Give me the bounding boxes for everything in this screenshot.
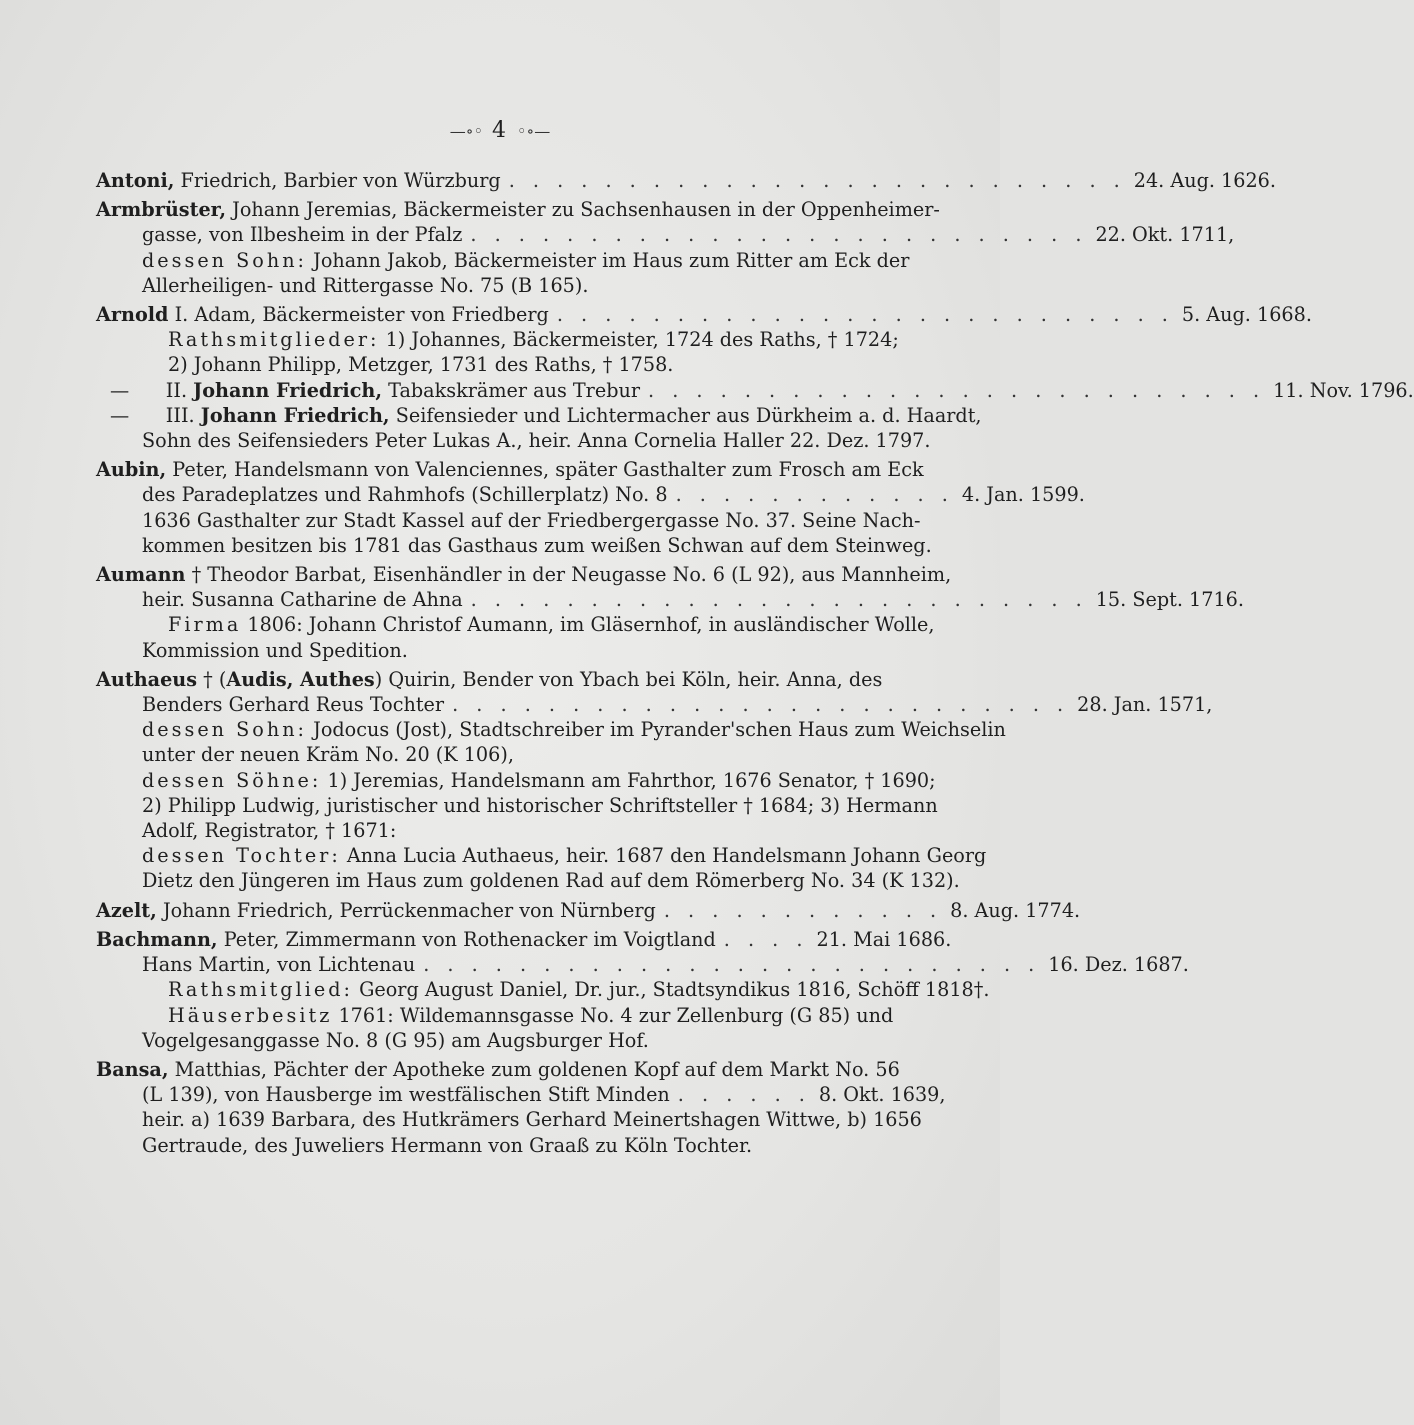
roman-numeral: III. (165, 403, 195, 427)
leader-dots: . . . . . . . . . . . . . . . . . . . . . . . . . . (423, 953, 1041, 977)
entry-text: Benders Gerhard Reus Tochter (142, 693, 445, 717)
alternate-names: Audis, Authes (226, 667, 375, 691)
entry-text: Vogelgesanggasse No. 8 (G 95) am Augsburger Hof. (142, 1028, 649, 1052)
entry-text: Allerheiligen- und Rittergasse No. 75 (B 165). (142, 273, 589, 297)
dash-mark: — (110, 403, 130, 427)
roman-numeral: I. (174, 303, 189, 327)
entry-azelt (96, 898, 1081, 923)
leader-dots: . . . . . . . . . . . . . . . . . . . . . . . . . . (556, 303, 1174, 327)
entry-text: 2) Johann Philipp, Metzger, 1731 des Raths, † 1758. (168, 353, 674, 377)
ornament-left: —∘◦ (449, 121, 483, 141)
entry-line (96, 717, 1006, 742)
entry-text: gasse, von Ilbesheim in der Pfalz (142, 223, 463, 247)
leader-dots: . . . . (723, 927, 809, 951)
entry-authaeus (96, 667, 1213, 894)
ornament-right: ◦∘— (517, 121, 551, 141)
entry-line (96, 403, 982, 428)
entry-bansa (96, 1057, 946, 1158)
leader-dots: . . . . . . . . . . . . (663, 898, 943, 922)
entry-text: (L 139), von Hausberge im westfälischen Stift Minden (142, 1083, 670, 1107)
entry-text: Adolf, Registrator, † 1671: (142, 819, 397, 843)
entry-date: 28. Jan. 1571, (1077, 693, 1213, 717)
entry-text: Sohn des Seifensieders Peter Lukas A., heir. Anna Cornelia Haller 22. Dez. 1797. (142, 429, 931, 453)
entry-line (96, 843, 987, 868)
entry-line (96, 768, 936, 793)
entry-line (96, 562, 952, 587)
entry-line (96, 977, 990, 1002)
relation-label: dessen Söhne: (142, 768, 322, 792)
entry-line (96, 457, 922, 482)
entry-date: 8. Aug. 1774. (950, 898, 1081, 922)
alt-prefix: † ( (203, 667, 227, 691)
surname: Armbrüster, (96, 198, 227, 222)
entry-text: 1636 Gasthalter zur Stadt Kassel auf der Friedbergergasse No. 37. Seine Nach- (142, 508, 921, 532)
entry-text: Gertraude, des Juweliers Hermann von Graaß zu Köln Tochter. (142, 1133, 753, 1157)
entry-line (96, 1057, 922, 1082)
surname: Antoni, (96, 169, 175, 192)
entry-aubin (96, 457, 1085, 558)
entry-date: 11. Nov. 1796. (1273, 378, 1414, 402)
leader-dots: . . . . . . . . . . . . . . . . . . . . . . . . . . (508, 169, 1126, 192)
surname: Bansa, (96, 1057, 169, 1081)
entry-text: Georg August Daniel, Dr. jur., Stadtsyndikus 1816, Schöff 1818†. (359, 978, 990, 1002)
surname: Aumann (96, 563, 186, 587)
leader-dots: . . . . . . . . . . . . . . . . . . . . . . . . . . (452, 693, 1070, 717)
entry-text: 1806: Johann Christof Aumann, im Gläsernhof, in ausländischer Wolle, (247, 613, 935, 637)
entry-date: 5. Aug. 1668. (1181, 303, 1312, 327)
entry-text: † Theodor Barbat, Eisenhändler in der Neugasse No. 6 (L 92), aus Mannheim, (191, 563, 952, 587)
entry-text: Johann Jeremias, Bäckermeister zu Sachsenhausen in der Oppenheimer- (232, 198, 940, 222)
leader-dots: . . . . . . . . . . . . . . . . . . . . . . . . . . (470, 588, 1088, 612)
entry-text: 2) Philipp Ludwig, juristischer und historischer Schriftsteller † 1684; 3) Hermann (142, 793, 938, 817)
entry-line (96, 378, 1414, 403)
entry-text: Quirin, Bender von Ybach bei Köln, heir. Anna, des (388, 667, 883, 691)
entry-text: Jodocus (Jost), Stadtschreiber im Pyrander'schen Haus zum Weichselin (313, 718, 1006, 742)
entry-text: Peter, Handelsmann von Valenciennes, später Gasthalter zum Frosch am Eck (172, 458, 924, 482)
entry-date: 4. Jan. 1599. (961, 483, 1085, 507)
entry-line (96, 952, 1189, 977)
entry-text: Johann Jakob, Bäckermeister im Haus zum Ritter am Eck der (313, 248, 910, 272)
leader-dots: . . . . . . (677, 1083, 811, 1107)
page-header (0, 118, 1000, 143)
entry-line (96, 168, 1276, 193)
entry-text: Friedrich, Barbier von Würzburg (180, 169, 501, 192)
given-name: Johann Friedrich, (193, 378, 383, 402)
entry-date: 22. Okt. 1711, (1095, 223, 1235, 247)
entry-line (96, 692, 1213, 717)
entry-text: kommen besitzen bis 1781 das Gasthaus zum weißen Schwan auf dem Steinweg. (142, 533, 932, 557)
entry-text: heir. a) 1639 Barbara, des Hutkrämers Gerhard Meinertshagen Wittwe, b) 1656 (142, 1108, 922, 1132)
entry-text: heir. Susanna Catharine de Ahna (142, 588, 463, 612)
relation-label: dessen Sohn: (142, 248, 308, 272)
entry-text: Hans Martin, von Lichtenau (142, 953, 416, 977)
relation-label: Rathsmitglied: (168, 978, 353, 1002)
entry-line (96, 1003, 922, 1028)
entry-armbruester (96, 197, 1235, 298)
page-number: 4 (492, 118, 508, 143)
leader-dots: . . . . . . . . . . . . . . . . . . . . . . . . . . (470, 223, 1088, 247)
entry-line (96, 927, 952, 952)
surname: Arnold (96, 303, 169, 327)
entry-date: 8. Okt. 1639, (818, 1083, 946, 1107)
entry-text: Johann Friedrich, Perrückenmacher von Nürnberg (162, 898, 656, 922)
entry-text: 1) Johannes, Bäckermeister, 1724 des Raths, † 1724; (385, 328, 899, 352)
entry-line (96, 898, 1081, 923)
entry-line (96, 587, 1244, 612)
roman-numeral: II. (165, 378, 188, 402)
entry-line (96, 248, 922, 273)
surname: Aubin, (96, 458, 167, 482)
entry-text: Peter, Zimmermann von Rothenacker im Voigtland (223, 927, 716, 951)
entry-date: 21. Mai 1686. (816, 927, 952, 951)
entry-text: Matthias, Pächter der Apotheke zum goldenen Kopf auf dem Markt No. 56 (174, 1057, 900, 1081)
entry-arnold (96, 302, 1414, 453)
relation-label: dessen Sohn: (142, 718, 308, 742)
entry-line (96, 667, 922, 692)
relation-label: dessen Tochter: (142, 844, 341, 868)
entry-text: Seifensieder und Lichtermacher aus Dürkheim a. d. Haardt, (395, 403, 982, 427)
entry-date: 24. Aug. 1626. (1133, 169, 1276, 192)
entry-text: Adam, Bäckermeister von Friedberg (194, 303, 549, 327)
entry-text: 1) Jeremias, Handelsmann am Fahrthor, 1676 Senator, † 1690; (327, 768, 936, 792)
entry-text: Kommission und Spedition. (142, 638, 408, 662)
alt-suffix: ) (374, 667, 383, 691)
dash-mark: — (110, 378, 130, 402)
surname: Azelt, (96, 898, 157, 922)
entry-line (96, 327, 922, 352)
surname: Authaeus (96, 667, 198, 691)
relation-label: Firma (168, 613, 242, 637)
entry-line (96, 612, 935, 637)
entry-date: 16. Dez. 1687. (1048, 953, 1189, 977)
entry-aumann (96, 562, 1244, 663)
leader-dots: . . . . . . . . . . . . (675, 483, 954, 507)
relation-label: Häuserbesitz (168, 1003, 333, 1027)
entry-line (96, 302, 1312, 327)
entry-line (96, 197, 940, 222)
register-entries (96, 168, 1414, 1162)
entry-text: Anna Lucia Authaeus, heir. 1687 den Handelsmann Johann Georg (346, 844, 987, 868)
entry-line (96, 482, 1085, 507)
entry-line (96, 1082, 946, 1107)
entry-date: 15. Sept. 1716. (1095, 588, 1244, 612)
entry-text: unter der neuen Kräm No. 20 (K 106), (142, 743, 514, 767)
surname: Bachmann, (96, 927, 218, 951)
entry-bachmann (96, 927, 1189, 1053)
entry-text: Tabakskrämer aus Trebur (388, 378, 641, 402)
entry-line (96, 222, 1235, 247)
entry-antoni (96, 168, 1276, 193)
entry-text: Dietz den Jüngeren im Haus zum goldenen Rad auf dem Römerberg No. 34 (K 132). (142, 869, 960, 893)
entry-text: des Paradeplatzes und Rahmhofs (Schillerplatz) No. 8 (142, 483, 668, 507)
relation-label: Rathsmitglieder: (168, 328, 380, 352)
entry-text: 1761: Wildemannsgasse No. 4 zur Zellenburg (G 85) und (338, 1003, 894, 1027)
given-name: Johann Friedrich, (200, 403, 390, 427)
leader-dots: . . . . . . . . . . . . . . . . . . . . . . . . . . (648, 378, 1266, 402)
